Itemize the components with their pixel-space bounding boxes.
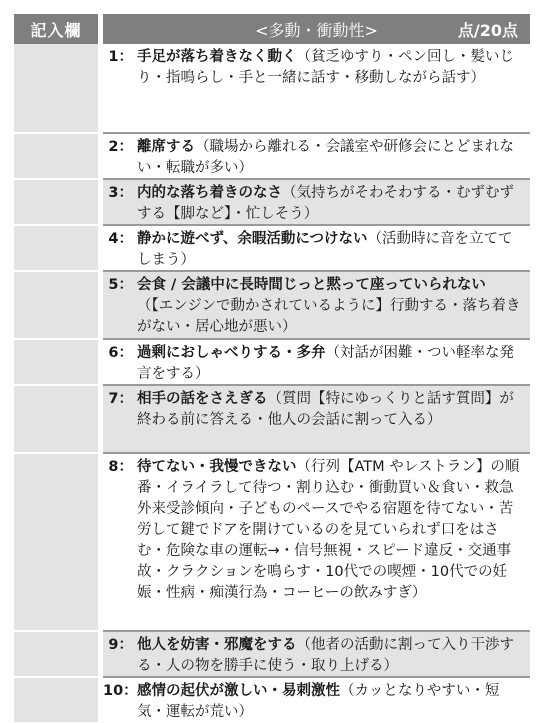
item-lead: 過剰におしゃべりする・多弁 bbox=[137, 345, 326, 361]
item-number: 5： bbox=[108, 277, 133, 293]
item-detail: （職場から離れる・会議室や研修会にとどまれない・転職が多い） bbox=[137, 139, 514, 176]
item-number: 1： bbox=[108, 49, 133, 65]
checklist-row-9 bbox=[14, 630, 530, 676]
entry-box-8[interactable] bbox=[14, 452, 98, 630]
entry-box-6[interactable] bbox=[14, 338, 98, 384]
checklist-row-8 bbox=[14, 452, 530, 630]
entry-box-10[interactable] bbox=[14, 676, 98, 722]
checklist-row-4 bbox=[14, 224, 530, 270]
entry-box-4[interactable] bbox=[14, 224, 98, 270]
checklist-table bbox=[14, 14, 530, 722]
item-lead: 内的な落ち着きのなさ bbox=[137, 185, 282, 201]
item-text bbox=[133, 454, 530, 630]
item-text bbox=[133, 678, 530, 722]
checklist-row-6 bbox=[14, 338, 530, 384]
item-text bbox=[133, 632, 530, 676]
item-text bbox=[133, 134, 530, 178]
item-text bbox=[133, 340, 530, 384]
item-number: 3： bbox=[108, 185, 133, 201]
item-text bbox=[133, 272, 530, 338]
item-number: 4： bbox=[108, 231, 133, 247]
checklist-row-10 bbox=[14, 676, 530, 722]
entry-box-5[interactable] bbox=[14, 270, 98, 338]
item-number: 2： bbox=[108, 139, 133, 155]
score-label: 点/20点 bbox=[457, 20, 518, 40]
entry-box-3[interactable] bbox=[14, 178, 98, 224]
checklist-row-2 bbox=[14, 132, 530, 178]
item-detail: （他者の活動に割って入り干渉する・人の物を勝手に使う・取り上げる） bbox=[137, 637, 514, 674]
item-lead: 手足が落ち着きなく動く bbox=[137, 49, 297, 65]
item-lead: 他人を妨害・邪魔をする bbox=[137, 637, 297, 653]
entry-column-header: 記入欄 bbox=[14, 14, 98, 44]
entry-box-2[interactable] bbox=[14, 132, 98, 178]
item-text bbox=[133, 226, 530, 270]
item-lead: 静かに遊べず、余暇活動につけない bbox=[137, 231, 368, 247]
item-lead: 離席する bbox=[137, 139, 195, 155]
item-number: 8： bbox=[108, 459, 133, 475]
checklist-row-5 bbox=[14, 270, 530, 338]
section-title: <多動・衝動性> bbox=[255, 20, 378, 40]
item-detail: （【エンジンで動かされているように】行動する・落ち着きがない・居心地が悪い） bbox=[137, 298, 521, 335]
entry-box-1[interactable] bbox=[14, 44, 98, 132]
entry-box-9[interactable] bbox=[14, 630, 98, 676]
item-detail: （行列【ATM やレストラン】の順番・イライラして待つ・割り込む・衝動買い＆食い・救急外来受診傾向・子どものペースでやる宿題を待てない・苦労して鍵でドアを開けているのを見ていられず口をはさむ・危険な車の運転→・信号無視・スピード違反・交通事故・クラクションを鳴らす・10代での喫煙・10代での妊娠・性病・痴漢行為・コーヒーの飲みすぎ） bbox=[137, 459, 520, 601]
item-lead: 相手の話をさえぎる bbox=[137, 391, 268, 407]
item-detail: （貧乏ゆすり・ペン回し・髪いじり・指鳴らし・手と一緒に話す・移動しながら話す） bbox=[137, 49, 514, 86]
checklist-row-7 bbox=[14, 384, 530, 452]
item-detail: （カッとなりやすい・短気・運転が荒い） bbox=[137, 683, 500, 720]
item-number: 10： bbox=[103, 683, 138, 699]
item-number: 6： bbox=[108, 345, 133, 361]
item-detail: （活動時に音を立ててしまう） bbox=[137, 231, 513, 268]
item-detail: （気持ちがそわそわする・むずむずする【脚など】・忙しそう） bbox=[137, 185, 514, 222]
item-lead: 待てない・我慢できない bbox=[137, 459, 297, 475]
item-number: 7： bbox=[108, 391, 133, 407]
table-header bbox=[14, 14, 530, 44]
item-text bbox=[133, 44, 530, 132]
item-detail: （対話が困難・つい軽率な発言をする） bbox=[137, 345, 514, 382]
item-text bbox=[133, 180, 530, 224]
item-lead: 会食 / 会議中に長時間じっと黙って座っていられない bbox=[137, 277, 486, 293]
item-number: 9： bbox=[108, 637, 133, 653]
item-text bbox=[133, 386, 530, 452]
checklist-row-1 bbox=[14, 44, 530, 132]
entry-box-7[interactable] bbox=[14, 384, 98, 452]
item-lead: 感情の起伏が激しい・易刺激性 bbox=[137, 683, 340, 699]
checklist-row-3 bbox=[14, 178, 530, 224]
section-header bbox=[103, 14, 530, 44]
item-detail: （質問【特にゆっくりと話す質問】が終わる前に答える・他人の会話に割って入る） bbox=[137, 391, 514, 428]
